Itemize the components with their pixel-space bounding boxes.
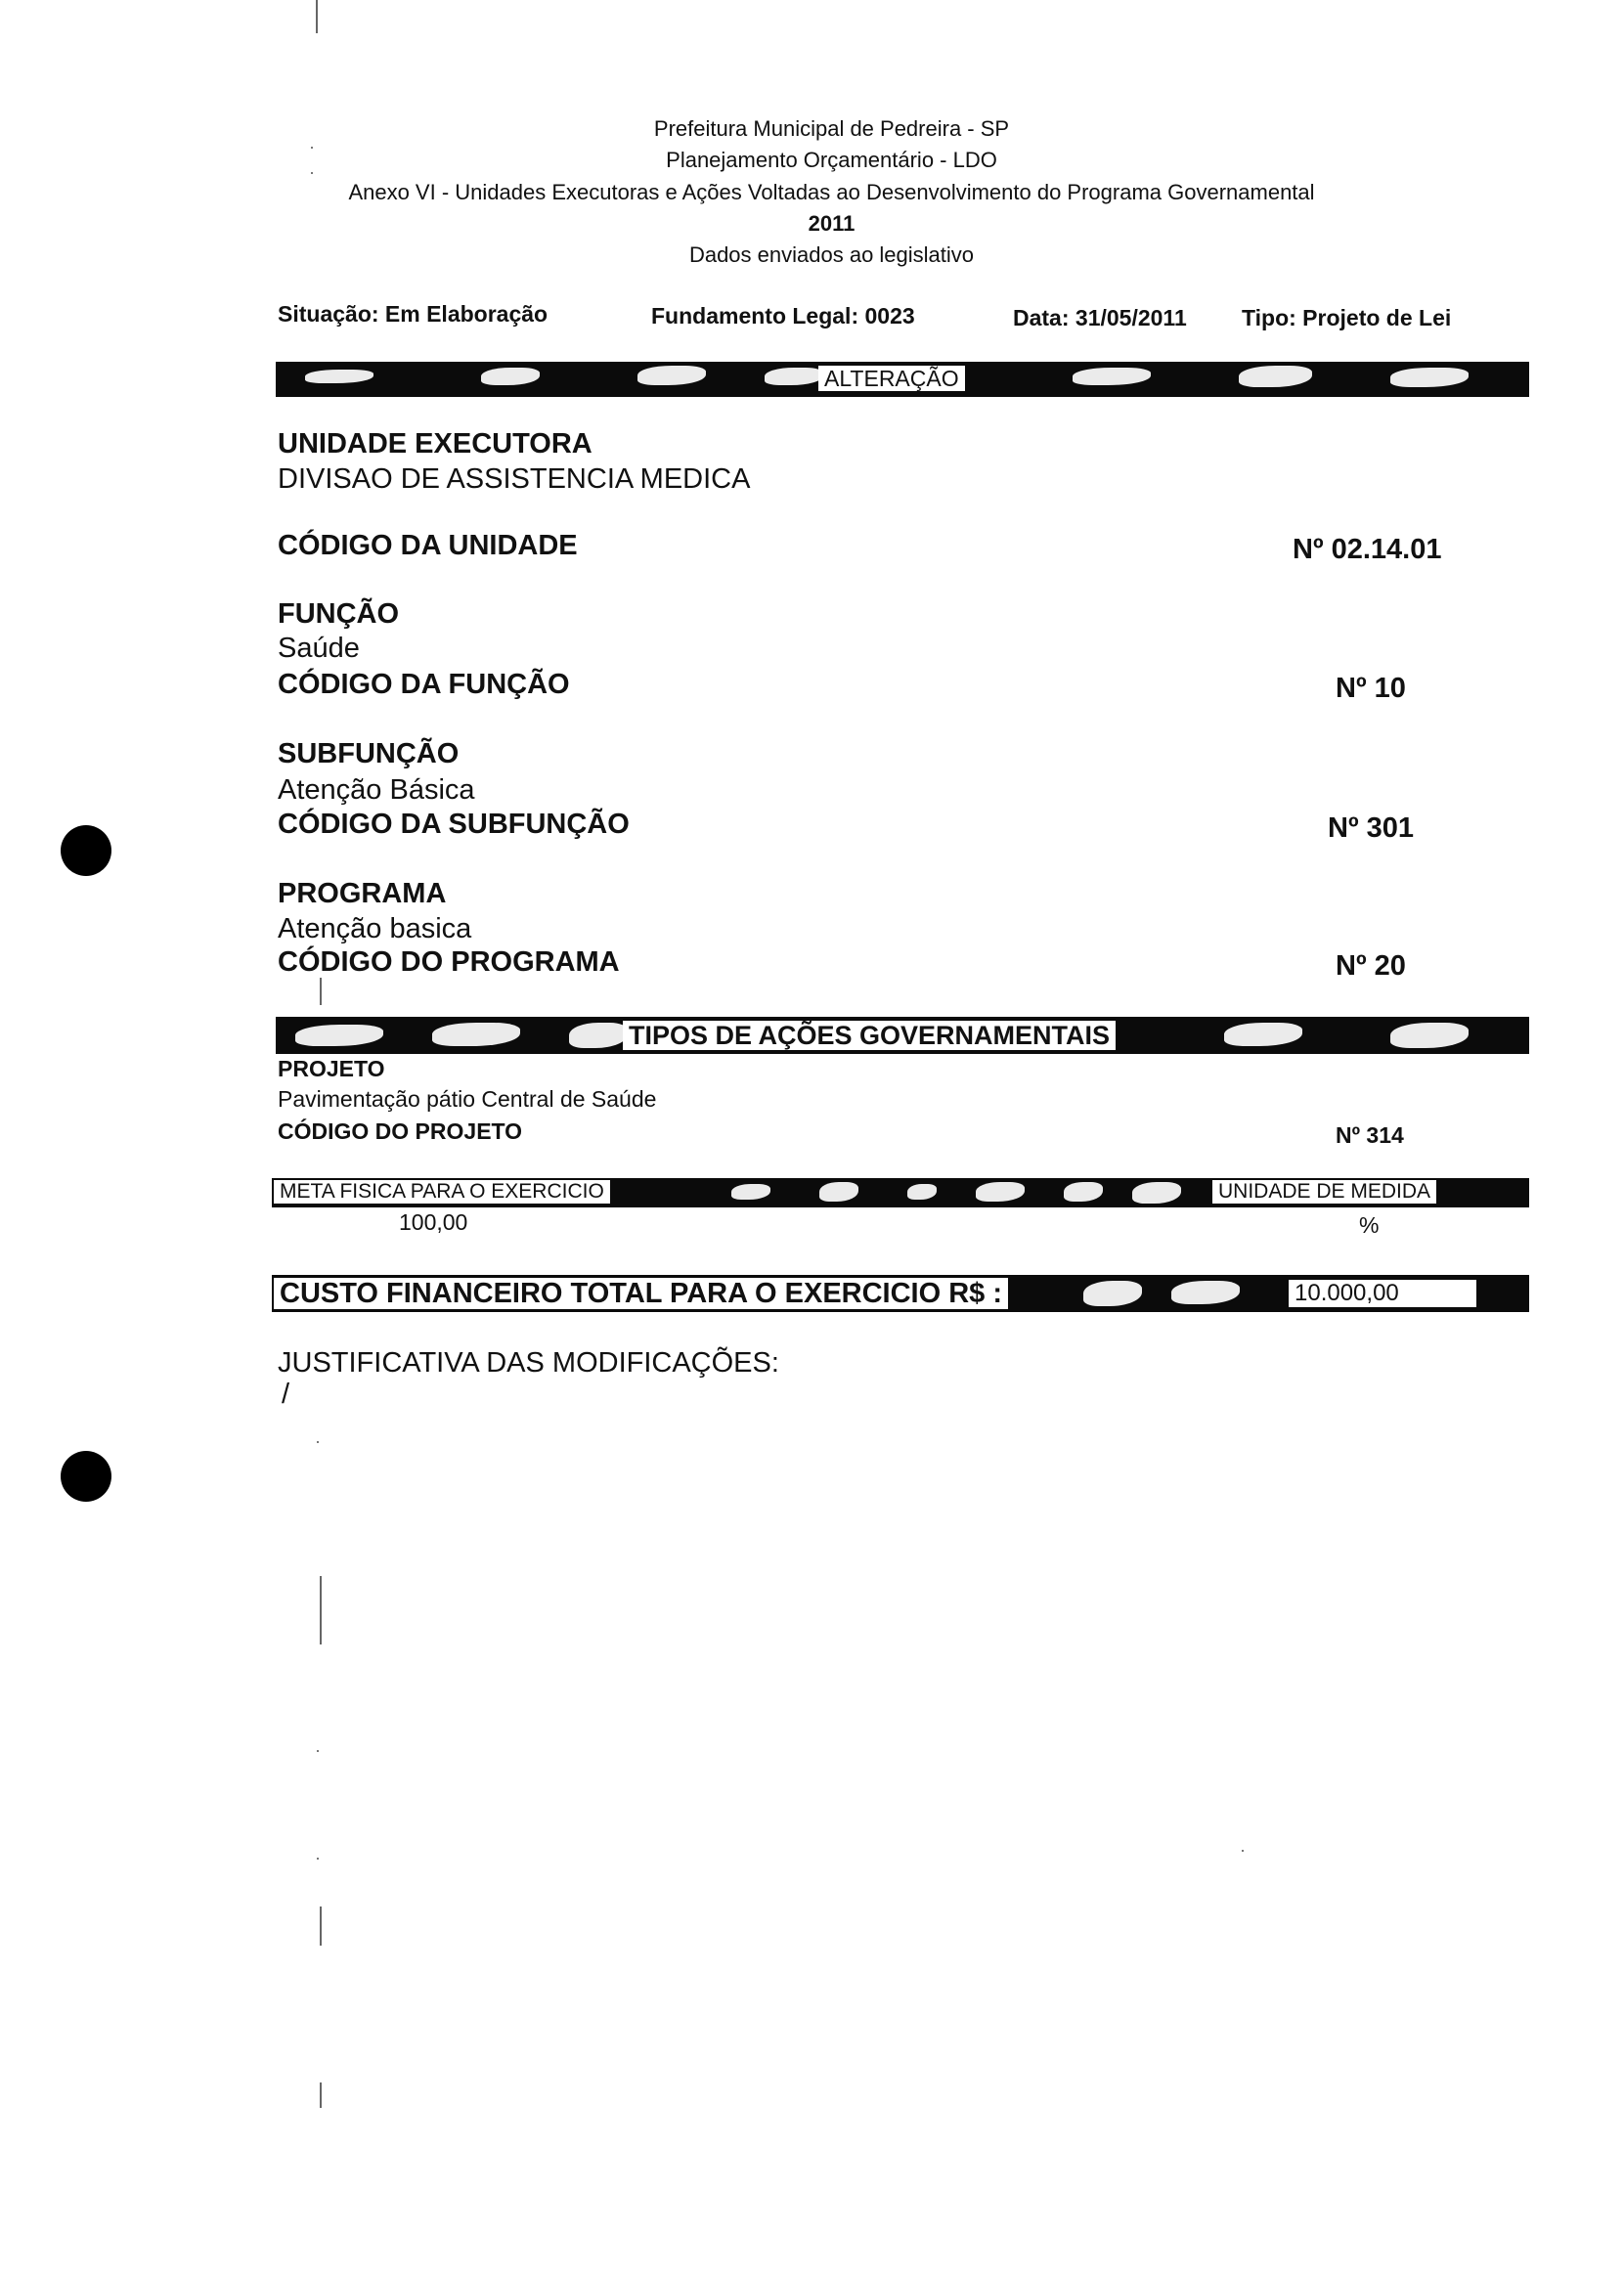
funcao-value: Saúde <box>278 633 360 664</box>
situacao: Situação: Em Elaboração <box>278 301 549 327</box>
custo-financeiro-label: CUSTO FINANCEIRO TOTAL PARA O EXERCICIO R$ : <box>274 1278 1008 1309</box>
scan-smudge <box>1390 368 1469 387</box>
unidade-value: DIVISAO DE ASSISTENCIA MEDICA <box>278 463 751 495</box>
unidade-medida-value: % <box>1359 1212 1380 1238</box>
scan-smudge <box>819 1182 858 1202</box>
header-line-3: Anexo VI - Unidades Executoras e Ações Voltadas ao Desenvolvimento do Programa Governamental <box>348 180 1315 204</box>
unidade-medida-label: UNIDADE DE MEDIDA <box>1212 1180 1436 1204</box>
tipos-acoes-label: TIPOS DE AÇÕES GOVERNAMENTAIS <box>623 1021 1116 1050</box>
subfuncao-code-label: CÓDIGO DA SUBFUNÇÃO <box>278 809 630 840</box>
funcao-code-value: Nº 10 <box>1336 673 1406 704</box>
programa-title: PROGRAMA <box>278 878 447 909</box>
meta-fisica-label: META FISICA PARA O EXERCICIO <box>274 1180 610 1204</box>
projeto-value: Pavimentação pátio Central de Saúde <box>278 1086 657 1112</box>
justificativa-value: / <box>282 1379 290 1410</box>
projeto-code-value: Nº 314 <box>1336 1122 1404 1148</box>
scan-smudge <box>1239 366 1312 387</box>
scan-smudge <box>1390 1023 1469 1048</box>
programa-value: Atenção basica <box>278 913 472 944</box>
scan-mark <box>320 978 322 1005</box>
meta-fisica-value: 100,00 <box>399 1209 468 1235</box>
tipo: Tipo: Projeto de Lei <box>1242 305 1452 330</box>
scan-mark <box>316 0 318 33</box>
scan-mark <box>320 1906 322 1946</box>
unidade-code-value: Nº 02.14.01 <box>1293 534 1442 565</box>
scan-smudge <box>637 366 706 385</box>
subfuncao-code-value: Nº 301 <box>1328 812 1414 844</box>
header-line-2: Planejamento Orçamentário - LDO <box>666 148 997 172</box>
scan-smudge <box>295 1025 383 1046</box>
header-year: 2011 <box>808 211 856 236</box>
alteracao-label: ALTERAÇÃO <box>818 366 965 391</box>
scan-mark <box>1242 1850 1244 1852</box>
scan-mark <box>317 1750 319 1752</box>
scan-smudge <box>1224 1023 1302 1046</box>
scan-smudge <box>305 370 373 383</box>
subfuncao-title: SUBFUNÇÃO <box>278 738 460 769</box>
scan-smudge <box>432 1023 520 1046</box>
data: Data: 31/05/2011 <box>1013 305 1187 330</box>
punch-hole-bottom <box>61 1451 111 1502</box>
scan-mark <box>320 2082 322 2108</box>
scan-smudge <box>976 1182 1025 1202</box>
justificativa-label: JUSTIFICATIVA DAS MODIFICAÇÕES: <box>278 1347 779 1379</box>
scan-smudge <box>481 368 540 385</box>
scan-smudge <box>569 1023 628 1048</box>
scan-mark <box>317 1858 319 1860</box>
funcao-code-label: CÓDIGO DA FUNÇÃO <box>278 669 570 700</box>
subfuncao-value: Atenção Básica <box>278 774 475 806</box>
header-line-5: Dados enviados ao legislativo <box>688 242 975 267</box>
projeto-title: PROJETO <box>278 1056 385 1081</box>
scan-smudge <box>907 1184 937 1200</box>
scan-smudge <box>731 1184 770 1200</box>
programa-code-label: CÓDIGO DO PROGRAMA <box>278 946 620 978</box>
custo-financeiro-value: 10.000,00 <box>1289 1280 1476 1307</box>
tipos-acoes-bar <box>276 1017 1529 1054</box>
funcao-title: FUNÇÃO <box>278 598 400 630</box>
scan-smudge <box>1171 1281 1240 1304</box>
scan-smudge <box>765 368 823 385</box>
scan-mark <box>320 1576 322 1644</box>
meta-fisica-bar <box>272 1178 1529 1207</box>
scan-smudge <box>1132 1182 1181 1204</box>
header-line-1: Prefeitura Municipal de Pedreira - SP <box>653 116 1010 141</box>
unidade-code-label: CÓDIGO DA UNIDADE <box>278 530 578 561</box>
scan-smudge <box>1073 368 1151 385</box>
projeto-code-label: CÓDIGO DO PROJETO <box>278 1118 523 1144</box>
unidade-title: UNIDADE EXECUTORA <box>278 428 593 460</box>
programa-code-value: Nº 20 <box>1336 950 1406 982</box>
scan-mark <box>317 1441 319 1443</box>
fundamento-legal: Fundamento Legal: 0023 <box>651 303 915 329</box>
alteracao-bar <box>276 362 1529 397</box>
scan-smudge <box>1064 1182 1103 1202</box>
custo-financeiro-bar <box>272 1275 1529 1312</box>
punch-hole-top <box>61 825 111 876</box>
scan-smudge <box>1083 1281 1142 1306</box>
